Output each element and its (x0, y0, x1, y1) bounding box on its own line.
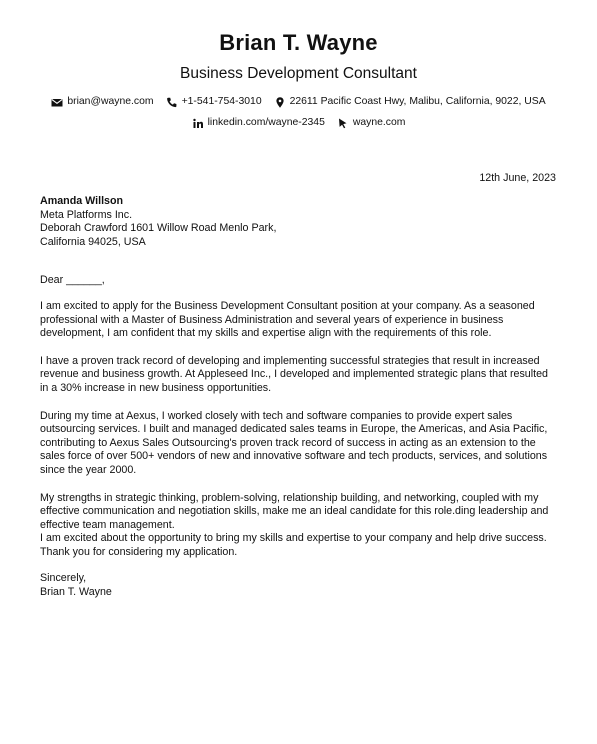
recipient-address-line2: California 94025, USA (40, 235, 146, 248)
body-paragraph: I am excited about the opportunity to bring my skills and expertise to your company and help drive success. Thank you for considering my application. (40, 532, 547, 558)
contact-row-secondary (40, 116, 557, 130)
signature-name: Brian T. Wayne (40, 586, 112, 599)
linkedin-text: linkedin.com/wayne-2345 (207, 117, 325, 128)
email-text: brian@wayne.com (67, 96, 154, 107)
applicant-name: Brian T. Wayne (219, 30, 378, 55)
phone-icon (166, 97, 178, 108)
contact-row-primary (40, 95, 557, 109)
letter-header (40, 0, 557, 130)
body-paragraph: My strengths in strategic thinking, problem-solving, relationship building, and networking, coupled with my effective communication and negotiation skills, make me an ideal candidate for this role.ding leadership and effective team management. (40, 491, 549, 531)
website-text: wayne.com (352, 117, 406, 128)
contact-website[interactable] (337, 116, 406, 130)
body-paragraph: During my time at Aexus, I worked closely with tech and software companies to provide expert sales outsourcing services. I built and managed dedicated sales teams in Europe, the Americas, and Asia Pacific, contributing to Aexus Sales Outsourcing's proven track record of success in acting as an extension to the sales force of over 500+ vendors of new and innovative software and tech products, services, and solutions since the year 2000. (40, 409, 548, 476)
location-pin-icon (274, 97, 286, 108)
closing-salutation: Sincerely, (40, 572, 87, 585)
letter-body (40, 274, 557, 599)
applicant-title: Business Development Consultant (180, 65, 417, 82)
contact-address[interactable] (274, 95, 546, 109)
letter-date: 12th June, 2023 (479, 172, 556, 184)
body-paragraph: I have a proven track record of developing and implementing successful strategies that result in increased revenue and business growth. At Appleseed Inc., I developed and implemented strategic plans that resulted in a 30% increase in new business opportunities. (40, 354, 548, 394)
contact-linkedin[interactable] (192, 116, 325, 130)
closing-block (40, 572, 557, 599)
address-text: 22611 Pacific Coast Hwy, Malibu, California, 9022, USA (289, 96, 546, 107)
linkedin-icon (192, 118, 204, 129)
recipient-name: Amanda Willson (40, 195, 124, 207)
phone-text: +1-541-754-3010 (181, 96, 262, 107)
recipient-company: Meta Platforms Inc. (40, 208, 133, 221)
contact-phone[interactable] (166, 95, 262, 109)
envelope-icon (51, 97, 63, 108)
contact-email[interactable] (51, 95, 153, 109)
cursor-arrow-icon (337, 118, 349, 129)
greeting: Dear ______, (40, 274, 105, 287)
body-paragraph: I am excited to apply for the Business Development Consultant position at your company. As a seasoned professional with a Master of Business Administration and several years of experience in business development, I am confident that my skills and expertise align with the requirements of this role. (40, 299, 535, 340)
recipient-address-line1: Deborah Crawford 1601 Willow Road Menlo Park, (40, 222, 277, 235)
recipient-block (40, 195, 557, 249)
